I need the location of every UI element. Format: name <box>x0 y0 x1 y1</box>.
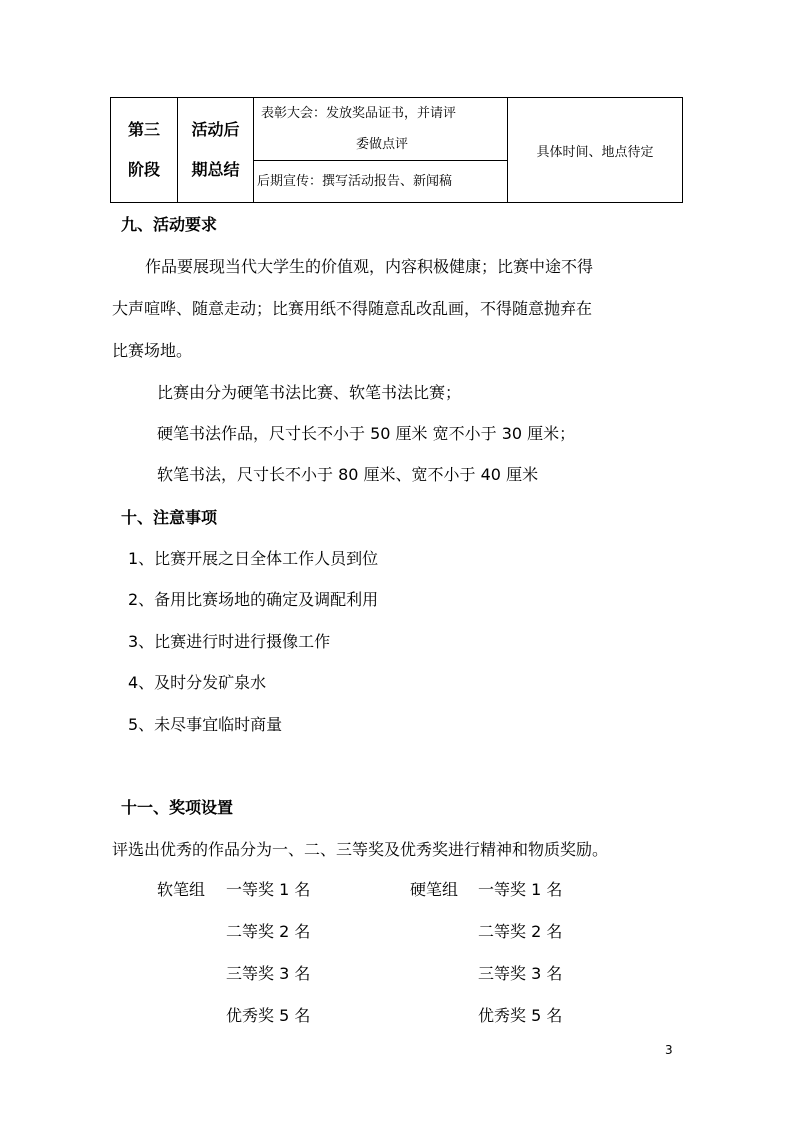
phase-line-1: 第三 <box>127 120 160 139</box>
hard-award-3: 三等奖 3 名 <box>478 964 563 983</box>
notice-item-3: 3、比赛进行时进行摄像工作 <box>128 632 331 651</box>
hard-group-label: 硬笔组 <box>410 880 459 899</box>
section9-heading: 九、活动要求 <box>121 215 218 234</box>
section11-heading: 十一、奖项设置 <box>121 798 234 817</box>
activity-line-1: 活动后 <box>191 120 240 139</box>
award-ceremony-cell <box>254 98 508 161</box>
section9-para-line-1: 作品要展现当代大学生的价值观，内容积极健康；比赛中途不得 <box>145 257 594 276</box>
section10-heading: 十、注意事项 <box>121 508 218 527</box>
soft-award-4: 优秀奖 5 名 <box>226 1006 311 1025</box>
award-ceremony-line-2: 委做点评 <box>355 137 408 152</box>
time-place-cell: 具体时间、地点待定 <box>508 98 683 203</box>
publicity-cell: 后期宣传：撰写活动报告、新闻稿 <box>254 161 508 203</box>
page-number: 3 <box>665 1043 673 1057</box>
section9-soft-size-line: 软笔书法，尺寸长不小于 80 厘米、宽不小于 40 厘米 <box>157 465 539 484</box>
notice-item-4: 4、及时分发矿泉水 <box>128 673 267 692</box>
soft-group-label: 软笔组 <box>157 880 206 899</box>
activity-cell <box>178 98 254 203</box>
award-ceremony-line-1: 表彰大会：发放奖品证书，并请评 <box>261 106 457 121</box>
hard-award-2: 二等奖 2 名 <box>478 922 563 941</box>
stage-table <box>110 97 683 203</box>
soft-award-2: 二等奖 2 名 <box>226 922 311 941</box>
section9-para-line-3: 比赛场地。 <box>112 341 193 360</box>
section9-hard-size-line: 硬笔书法作品，尺寸长不小于 50 厘米 宽不小于 30 厘米； <box>157 424 576 443</box>
awards-intro: 评选出优秀的作品分为一、二、三等奖及优秀奖进行精神和物质奖励。 <box>112 840 609 859</box>
notice-item-1: 1、比赛开展之日全体工作人员到位 <box>128 549 379 568</box>
hard-award-1: 一等奖 1 名 <box>478 880 563 899</box>
soft-award-3: 三等奖 3 名 <box>226 964 311 983</box>
soft-award-1: 一等奖 1 名 <box>226 880 311 899</box>
notice-item-5: 5、未尽事宜临时商量 <box>128 715 283 734</box>
phase-cell <box>111 98 178 203</box>
hard-award-4: 优秀奖 5 名 <box>478 1006 563 1025</box>
activity-line-2: 期总结 <box>191 160 240 179</box>
section9-types-line: 比赛由分为硬笔书法比赛、软笔书法比赛； <box>157 383 462 402</box>
section9-para-line-2: 大声喧哗、随意走动；比赛用纸不得随意乱改乱画，不得随意抛弃在 <box>112 299 593 318</box>
notice-item-2: 2、备用比赛场地的确定及调配利用 <box>128 590 379 609</box>
phase-line-2: 阶段 <box>127 160 160 179</box>
